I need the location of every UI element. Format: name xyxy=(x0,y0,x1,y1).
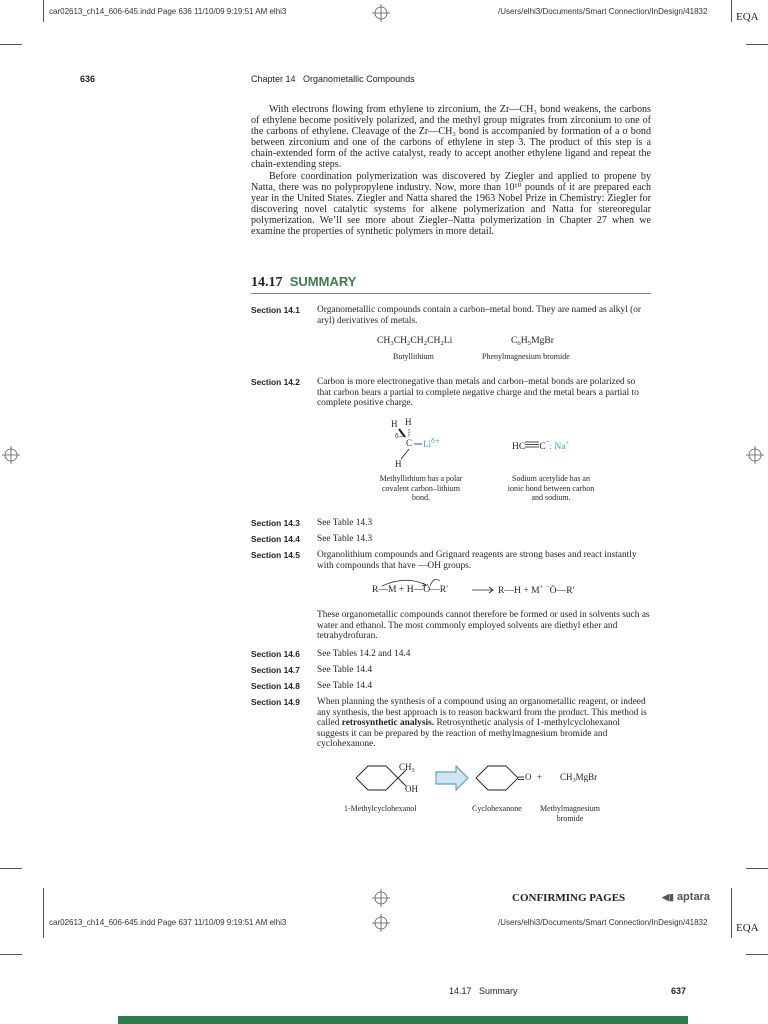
section-14-2 xyxy=(251,377,651,417)
section-label: Section 14.8 xyxy=(251,681,300,691)
methylcyclohexanol-name: 1-Methylcyclohexanol xyxy=(344,804,417,813)
section-text: See Tables 14.2 and 14.4 xyxy=(317,649,411,659)
slug-eqa: EQA xyxy=(736,922,759,934)
section-text: Organometallic compounds contain a carbon–metal bond. They are named as alkyl (or aryl) derivatives of metals. xyxy=(317,305,642,326)
section-14-5 xyxy=(251,550,651,574)
registration-mark xyxy=(746,446,764,464)
butyllithium-formula: $CH_3CH_2CH_2CH_2Li$ xyxy=(377,335,453,347)
section-text: See Table 14.3 xyxy=(317,534,373,544)
section-label: Section 14.3 xyxy=(251,518,300,528)
section-label: Section 14.7 xyxy=(251,665,300,675)
registration-mark xyxy=(2,446,20,464)
section-14-4 xyxy=(251,534,651,546)
phenylmg-formula: $C_6H_5MgBr$ xyxy=(511,335,554,347)
chapter-title: Organometallic Compounds xyxy=(303,74,415,84)
crop-mark xyxy=(0,954,22,955)
section-14-9 xyxy=(251,697,651,750)
summary-number: 14.17 xyxy=(251,275,283,290)
section-text: See Table 14.4 xyxy=(317,681,373,691)
butyllithium-name: Butyllithium xyxy=(393,352,434,361)
crop-mark xyxy=(731,910,732,938)
section-text: See Table 14.4 xyxy=(317,665,373,675)
summary-rule xyxy=(251,293,651,294)
li-label: Li xyxy=(423,439,431,449)
sodium-acetylide-structure: HC C–: Na+ xyxy=(512,437,570,452)
section-14-3 xyxy=(251,518,651,530)
slug-path: /Users/elhi3/Documents/Smart Connection/InDesign/41832 xyxy=(498,7,708,16)
section-14-5-continued: These organometallic compounds cannot therefore be formed or used in solvents such as water and ethanol. The most commonly employed solvents are diethyl ether and tetrahydrofuran. xyxy=(317,610,650,642)
section-text: Carbon is more electronegative than metals and carbon–metal bonds are polarized so that carbon bears a partial to complete negative charge and the metal bears a partial to complete positive charge. xyxy=(317,377,639,409)
methyllithium-structure: H H δ− C $Li^{\delta+}$ H xyxy=(391,417,441,469)
registration-mark xyxy=(372,4,390,22)
phenylmg-name: Phenylmagnesium bromide xyxy=(482,352,570,361)
crop-mark xyxy=(0,44,22,45)
intro-text xyxy=(251,104,651,237)
section-14-1 xyxy=(251,305,651,335)
running-head xyxy=(251,74,415,84)
section-label: Section 14.1 xyxy=(251,305,300,315)
aptara-logo: ◀▮ aptara xyxy=(662,891,710,903)
carbonyl-o-label: O xyxy=(525,772,532,782)
slug-path: /Users/elhi3/Documents/Smart Connection/InDesign/41832 xyxy=(498,918,708,927)
crop-mark xyxy=(0,868,22,869)
oh-label: OH xyxy=(405,784,418,794)
confirming-pages: CONFIRMING PAGES xyxy=(512,892,626,904)
crop-mark xyxy=(746,44,768,45)
retrosynthesis-scheme: $CH_3$ OH O + $CH_3MgBr$ xyxy=(350,758,650,808)
crop-mark xyxy=(731,888,732,910)
na-label: Na xyxy=(554,441,566,452)
slug-file-info: car02613_ch14_606-645.indd Page 637 11/10/09 9:19:51 AM elhi3 xyxy=(49,918,287,927)
ch3mgbr-formula: $CH_3MgBr$ xyxy=(560,772,598,784)
cyclohexanone-name: Cyclohexanone xyxy=(472,804,522,813)
section-text: See Table 14.3 xyxy=(317,518,373,528)
chapter-label: Chapter 14 xyxy=(251,74,296,84)
section-text: When planning the synthesis of a compound using an organometallic reagent, or indeed any synthesis, the best approach is to reason backward from the product. This method is called retrosynthetic analysis. Retrosynthetic analysis of 1-methylcyclohexanol suggests it can be prepared by the reaction of methylmagnesium bromide and cyclohexanone. xyxy=(317,697,647,750)
page-number: 636 xyxy=(80,74,96,84)
section-14-8 xyxy=(251,681,651,693)
next-running-head: 14.17 Summary xyxy=(449,986,518,996)
crop-mark xyxy=(746,954,768,955)
section-label: Section 14.4 xyxy=(251,534,300,544)
acetylide-caption: Sodium acetylide has an ionic bond between carbon and sodium. xyxy=(507,474,595,503)
section-label: Section 14.6 xyxy=(251,649,300,659)
methyllithium-caption: Methyllithium has a polar covalent carbon–lithium bond. xyxy=(379,474,463,503)
slug-file-info: car02613_ch14_606-645.indd Page 636 11/10/09 9:19:51 AM elhi3 xyxy=(49,7,287,16)
section-14-6 xyxy=(251,649,651,661)
crop-mark xyxy=(731,0,732,22)
table-header-band xyxy=(118,1016,688,1024)
methylmg-name: Methylmagnesium bromide xyxy=(540,804,600,823)
summary-title: SUMMARY xyxy=(289,274,357,289)
acid-base-equation: R—M + H—Ö—R′ R—H + M+ −Ö—R′ xyxy=(368,577,608,599)
summary-heading xyxy=(251,274,356,291)
crop-mark xyxy=(746,868,768,869)
term-retrosynthetic-analysis: retrosynthetic analysis. xyxy=(341,718,435,729)
next-page-number: 637 xyxy=(671,986,687,996)
intro-paragraph-1: With electrons flowing from ethylene to zirconium, the Zr—CH₃ bond weakens, the carbons of ethylene become positively polarized, and the methyl group migrates from zirconium to one of the carbons of ethylene. Cleavage of the Zr—CH₃ bond is accompanied by formation of a σ bond between zirconium and one of the carbons of ethylene in step 3. The product of this step is a chain-extended form of the active catalyst, ready to accept another ethylene ligand and repeat the chain-extending steps. xyxy=(251,104,651,171)
slug-eqa: EQA xyxy=(736,11,759,23)
crop-mark xyxy=(43,910,44,938)
section-label: Section 14.2 xyxy=(251,377,300,387)
crop-mark xyxy=(43,888,44,910)
crop-mark xyxy=(43,0,44,22)
section-text: Organolithium compounds and Grignard reagents are strong bases and react instantly with compounds that have —OH groups. xyxy=(317,550,637,571)
registration-mark xyxy=(372,889,390,907)
section-label: Section 14.9 xyxy=(251,697,300,707)
section-14-7 xyxy=(251,665,651,677)
registration-mark xyxy=(372,914,390,932)
aptara-icon: ◀▮ xyxy=(662,892,674,902)
intro-paragraph-2: Before coordination polymerization was discovered by Ziegler and applied to propene by Natta, there was no polypropylene industry. Now, more than 10¹⁰ pounds of it are prepared each year in the United States. Ziegler and Natta shared the 1963 Nobel Prize in Chemistry: Ziegler for discovering novel catalytic systems for alkene polymerization and Natta for stereoregular polymerization. We’ll see more about Ziegler–Natta polymerization in Chapter 27 when we examine the properties of synthetic polymers in more detail. xyxy=(251,170,651,238)
section-label: Section 14.5 xyxy=(251,550,300,560)
